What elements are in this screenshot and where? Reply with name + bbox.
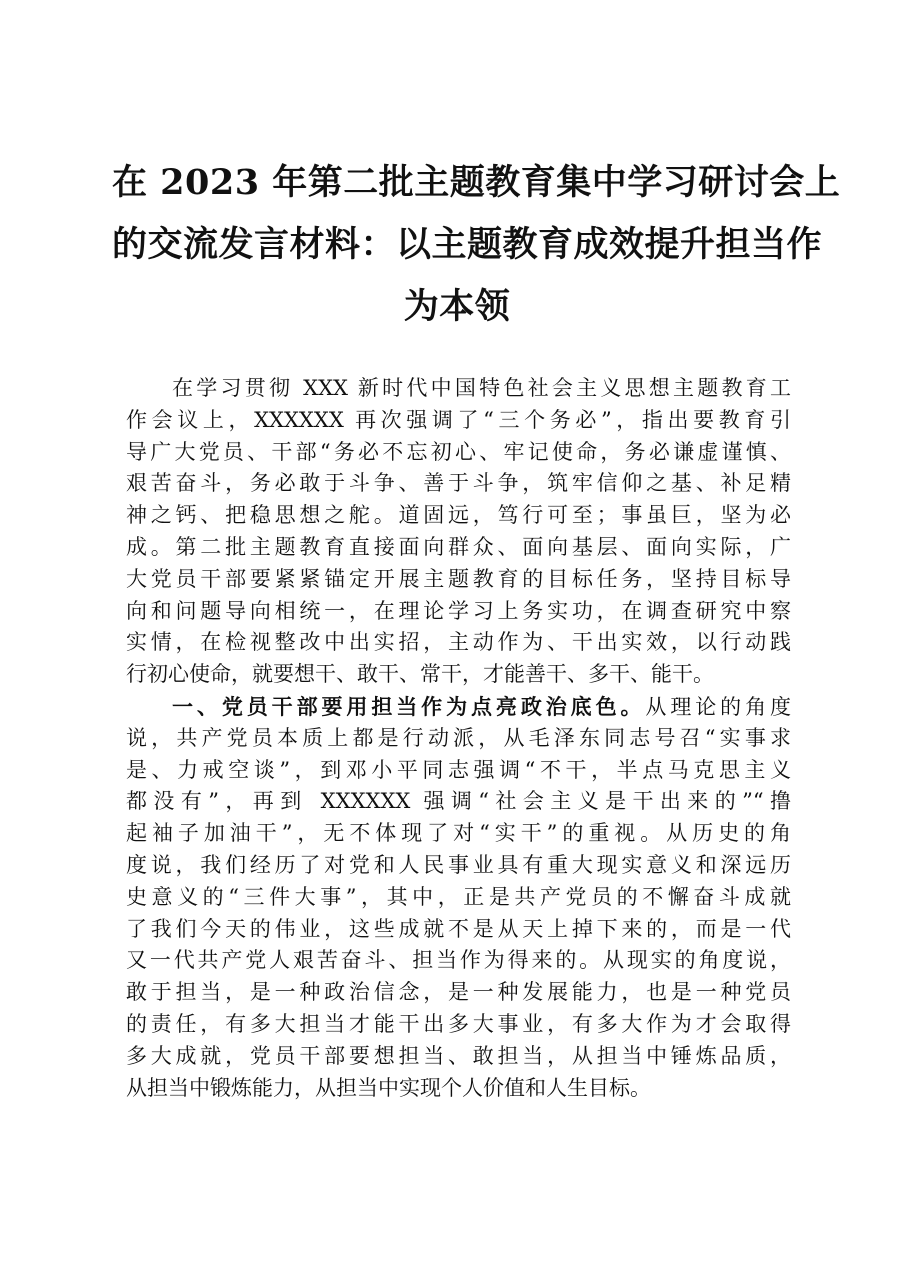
paragraph-line: 导广大党员、干部“务必不忘初心、牢记使命，务必谦虚谨慎、 xyxy=(126,439,791,464)
paragraph-line: 敢于担当，是一种政治信念，是一种发展能力，也是一种党员 xyxy=(126,980,791,1005)
paragraph-2 xyxy=(126,691,791,1104)
title-line: 的交流发言材料：以主题教育成效提升担当作 xyxy=(112,224,823,265)
paragraph-line: 神之钙、把稳思想之舵。道固远，笃行可至；事虽巨，坚为必 xyxy=(126,503,791,528)
paragraph-line: 说，共产党员本质上都是行动派，从毛泽东同志号召“实事求 xyxy=(126,725,791,750)
paragraph-line: 了我们今天的伟业，这些成就不是从天上掉下来的，而是一代 xyxy=(126,916,791,941)
paragraph-line: 度说，我们经历了对党和人民事业具有重大现实意义和深远历 xyxy=(126,852,791,877)
section-heading: 一、党员干部要用担当作为点亮政治底色。 xyxy=(172,693,646,719)
paragraph-line: 在学习贯彻 XXX 新时代中国特色社会主义思想主题教育工 xyxy=(172,376,791,400)
title-line: 在 2023 年第二批主题教育集中学习研讨会上 xyxy=(112,162,841,203)
paragraph-line: 大党员干部要紧紧锚定开展主题教育的目标任务，坚持目标导 xyxy=(126,566,791,591)
document-title xyxy=(112,152,841,338)
paragraph-line: 作会议上，XXXXXX 再次强调了“三个务必”，指出要教育引 xyxy=(126,407,791,432)
paragraph-line: 成。第二批主题教育直接面向群众、面向基层、面向实际，广 xyxy=(126,534,791,559)
paragraph-line: 行初心使命，就要想干、敢干、常干，才能善干、多干、能干。 xyxy=(126,662,714,687)
paragraph-line: 都没有”，再到 XXXXXX 强调“社会主义是干出来的”“撸 xyxy=(126,789,791,814)
paragraph-line: 起袖子加油干”，无不体现了对“实干”的重视。从历史的角 xyxy=(126,821,791,846)
paragraph-line: 从担当中锻炼能力，从担当中实现个人价值和人生目标。 xyxy=(126,1075,651,1100)
paragraph-line: 史意义的“三件大事”，其中，正是共产党员的不懈奋斗成就 xyxy=(126,884,791,909)
paragraph-line: 多大成就，党员干部要想担当、敢担当，从担当中锤炼品质， xyxy=(126,1043,791,1068)
title-line: 为本领 xyxy=(403,286,511,327)
document-body xyxy=(126,373,791,1104)
paragraph-line: 又一代共产党人艰苦奋斗、担当作为得来的。从现实的角度说， xyxy=(126,948,791,973)
paragraph-line: 艰苦奋斗，务必敢于斗争、善于斗争，筑牢信仰之基、补足精 xyxy=(126,471,791,496)
paragraph-line: 是、力戒空谈”，到邓小平同志强调“不干，半点马克思主义 xyxy=(126,757,791,782)
paragraph-1 xyxy=(126,373,791,691)
paragraph-line: 向和问题导向相统一，在理论学习上务实功，在调查研究中察 xyxy=(126,598,791,623)
paragraph-line-rest: 从理论的角度 xyxy=(645,694,792,719)
paragraph-line: 实情，在检视整改中出实招，主动作为、干出实效，以行动践 xyxy=(126,630,791,655)
paragraph-first-line xyxy=(126,691,791,723)
paragraph-line: 的责任，有多大担当才能干出多大事业，有多大作为才会取得 xyxy=(126,1011,791,1036)
